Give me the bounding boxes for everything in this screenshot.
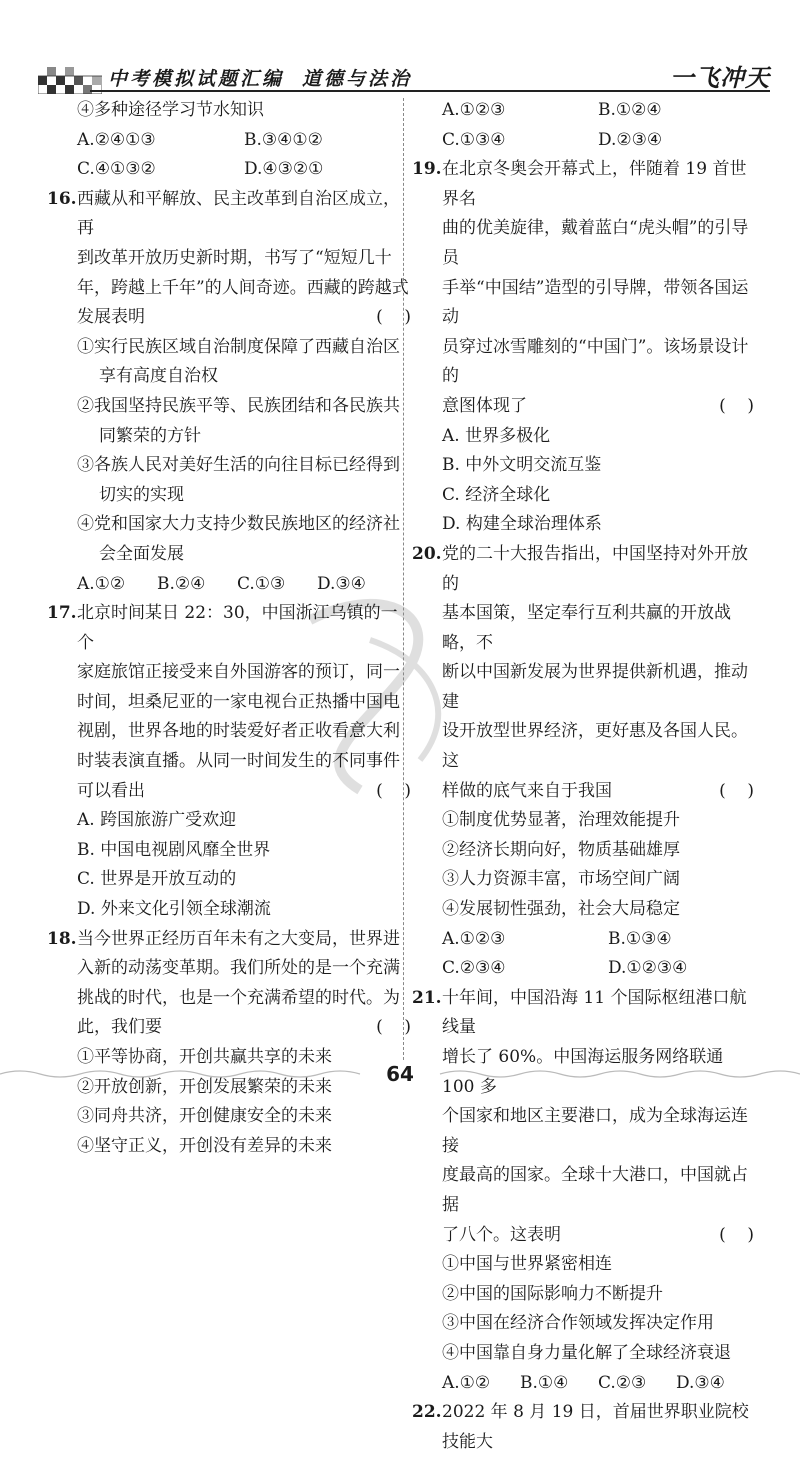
page-header	[30, 50, 770, 94]
choice-b: B.①③④	[608, 928, 672, 949]
option-item: ③各族人民对美好生活的向往目标已经得到	[77, 455, 400, 476]
stem-line: 2022 年 8 月 19 日，首届世界职业院校技能大	[442, 1402, 749, 1452]
option-item: ③人力资源丰富，市场空间广阔	[442, 869, 680, 890]
left-column	[47, 96, 411, 1161]
stem-line: 发展表明	[77, 307, 145, 328]
question-21	[412, 984, 754, 1398]
answer-bracket: ( )	[719, 395, 754, 416]
stem-line: 样做的底气来自于我国	[442, 780, 612, 801]
stem-line: 年，跨越上千年”的人间奇迹。西藏的跨越式	[77, 277, 409, 298]
option-item: ②我国坚持民族平等、民族团结和各民族共	[77, 395, 400, 416]
choice-c: C.②③	[598, 1372, 647, 1393]
stem-line: 了八个。这表明	[442, 1224, 561, 1245]
choice-c: C.④①③②	[77, 159, 156, 180]
choice-c: C.②③④	[442, 958, 506, 979]
answer-choices	[77, 570, 411, 600]
stem-line: 断以中国新发展为世界提供新机遇，推动建	[442, 662, 748, 712]
choice-b: B.③④①②	[244, 129, 323, 150]
stem-line: 此，我们要	[77, 1017, 162, 1038]
header-rule	[90, 90, 770, 92]
option-item: 享有高度自治权	[99, 366, 218, 387]
choice-a: A.①②③	[442, 928, 506, 949]
stem-line: 时间，坦桑尼亚的一家电视台正热播中国电	[77, 691, 400, 712]
question-17	[47, 599, 411, 925]
option-item: ③中国在经济合作领域发挥决定作用	[442, 1313, 714, 1334]
stem-line: 挑战的时代，也是一个充满希望的时代。为	[77, 987, 400, 1008]
option-item: ②中国的国际影响力不断提升	[442, 1283, 663, 1304]
choice-a: A.①②	[77, 573, 126, 594]
answer-choices	[442, 925, 754, 955]
choice-a: A.①②③	[442, 100, 506, 120]
stem-line: 曲的优美旋律，戴着蓝白“虎头帽”的引导员	[442, 218, 749, 268]
choice-d: D.③④	[676, 1372, 725, 1393]
brand-logo: 一飞冲天	[670, 63, 770, 92]
choice-c: C. 世界是开放互动的	[77, 869, 237, 890]
stem-line: 北京时间某日 22：30，中国浙江乌镇的一个	[77, 603, 398, 653]
question-number: 21.	[412, 987, 442, 1008]
option-item: 会全面发展	[99, 543, 184, 564]
choice-d: D.④③②①	[244, 159, 324, 180]
choice-b: B.②④	[157, 573, 206, 594]
choice-c: C.①③④	[442, 129, 506, 150]
option-item: ①中国与世界紧密相连	[442, 1254, 612, 1275]
choice-c: C.①③	[237, 573, 286, 594]
stem-line: 视剧，世界各地的时装爱好者正收看意大利	[77, 721, 400, 742]
choice-d: D. 外来文化引领全球潮流	[77, 899, 271, 920]
option-item: ①制度优势显著，治理效能提升	[442, 810, 680, 831]
q15-tail	[55, 96, 411, 185]
question-22	[412, 1398, 754, 1457]
choice-b: B.①④	[520, 1372, 569, 1393]
question-number: 18.	[47, 928, 77, 949]
answer-bracket: ( )	[719, 780, 754, 801]
choice-c: C. 经济全球化	[442, 484, 551, 505]
checker-decoration-icon	[38, 58, 102, 94]
option-item: ④中国靠自身力量化解了全球经济衰退	[442, 1342, 731, 1363]
stem-line: 手举“中国结”造型的引导牌，带领各国运动	[442, 277, 749, 328]
question-16	[47, 185, 411, 599]
choice-a: A.①②	[442, 1372, 491, 1393]
stem-line: 家庭旅馆正接受来自外国游客的预订，同一	[77, 662, 400, 683]
question-number: 22.	[412, 1402, 442, 1423]
stem-line: 员穿过冰雪雕刻的“中国门”。该场景设计的	[442, 336, 749, 387]
answer-choices	[420, 126, 754, 156]
choice-b: B. 中国电视剧风靡全世界	[77, 839, 271, 860]
choice-b: B.①②④	[598, 100, 662, 120]
option-item: ①实行民族区域自治制度保障了西藏自治区	[77, 336, 400, 357]
header-title	[108, 64, 412, 91]
question-number: 20.	[412, 543, 442, 564]
subject-title: 道德与法治	[302, 68, 413, 90]
option-item: ①平等协商，开创共赢共享的未来	[77, 1047, 332, 1067]
answer-bracket: ( )	[376, 780, 411, 801]
stem-line: 当今世界正经历百年未有之大变局，世界进	[77, 928, 400, 949]
choice-a: A.②④①③	[77, 129, 156, 150]
question-18	[47, 925, 411, 1162]
option-item: 同繁荣的方针	[99, 425, 201, 446]
stem-line: 可以看出	[77, 780, 145, 801]
option-item: ④多种途径学习节水知识	[77, 100, 264, 120]
answer-bracket: ( )	[719, 1224, 754, 1245]
choice-d: D.③④	[317, 573, 366, 594]
question-number: 16.	[47, 188, 77, 209]
answer-bracket: ( )	[376, 307, 411, 328]
option-item: ④党和国家大力支持少数民族地区的经济社	[77, 514, 400, 535]
option-item: ③同舟共济，开创健康安全的未来	[77, 1106, 332, 1127]
question-20	[412, 540, 754, 984]
stem-line: 意图体现了	[442, 395, 527, 416]
stem-line: 设开放型世界经济，更好惠及各国人民。这	[442, 721, 748, 772]
stem-line: 到改革开放历史新时期，书写了“短短几十	[77, 247, 392, 268]
answer-choices	[420, 96, 754, 126]
choice-a: A. 跨国旅游广受欢迎	[77, 810, 237, 831]
choice-a: A. 世界多极化	[442, 425, 551, 446]
stem-line: 西藏从和平解放、民主改革到自治区成立，再	[77, 188, 400, 239]
question-19	[412, 155, 754, 540]
choice-d: D.②③④	[598, 129, 663, 150]
answer-choices	[55, 126, 411, 156]
stem-line: 十年间，中国沿海 11 个国际枢纽港口航线量	[442, 987, 747, 1038]
stem-line: 入新的动荡变革期。我们所处的是一个充满	[77, 958, 400, 979]
choice-b: B. 中外文明交流互鉴	[442, 455, 602, 476]
stem-line: 在北京冬奥会开幕式上，伴随着 19 首世界名	[442, 159, 747, 209]
answer-choices	[55, 155, 411, 185]
answer-choices	[442, 954, 754, 984]
stem-line: 增长了 60%。中国海运服务网络联通 100 多	[442, 1047, 724, 1097]
option-item: ④发展韧性强劲，社会大局稳定	[442, 899, 680, 920]
option-item: ④坚守正义，开创没有差异的未来	[77, 1135, 332, 1156]
question-number: 19.	[412, 159, 442, 180]
option-item: 切实的实现	[99, 484, 184, 505]
option-item: ②经济长期向好，物质基础雄厚	[442, 839, 680, 860]
stem-line: 时装表演直播。从同一时间发生的不同事件	[77, 751, 400, 772]
page-number: 64	[386, 1062, 414, 1086]
stem-line: 党的二十大报告指出，中国坚持对外开放的	[442, 543, 748, 594]
answer-bracket: ( )	[376, 1017, 411, 1038]
option-item: ②开放创新，开创发展繁荣的未来	[77, 1076, 332, 1097]
stem-line: 度最高的国家。全球十大港口，中国就占据	[442, 1165, 748, 1215]
stem-line: 基本国策，坚定奉行互利共赢的开放战略，不	[442, 603, 731, 653]
stem-line: 个国家和地区主要港口，成为全球海运连接	[442, 1106, 748, 1156]
choice-d: D. 构建全球治理体系	[442, 514, 602, 535]
series-title: 中考模拟试题汇编	[108, 68, 285, 90]
q18-tail	[420, 96, 754, 155]
answer-choices	[442, 1369, 754, 1399]
choice-d: D.①②③④	[608, 958, 688, 979]
right-column	[412, 96, 754, 1457]
question-number: 17.	[47, 603, 77, 624]
